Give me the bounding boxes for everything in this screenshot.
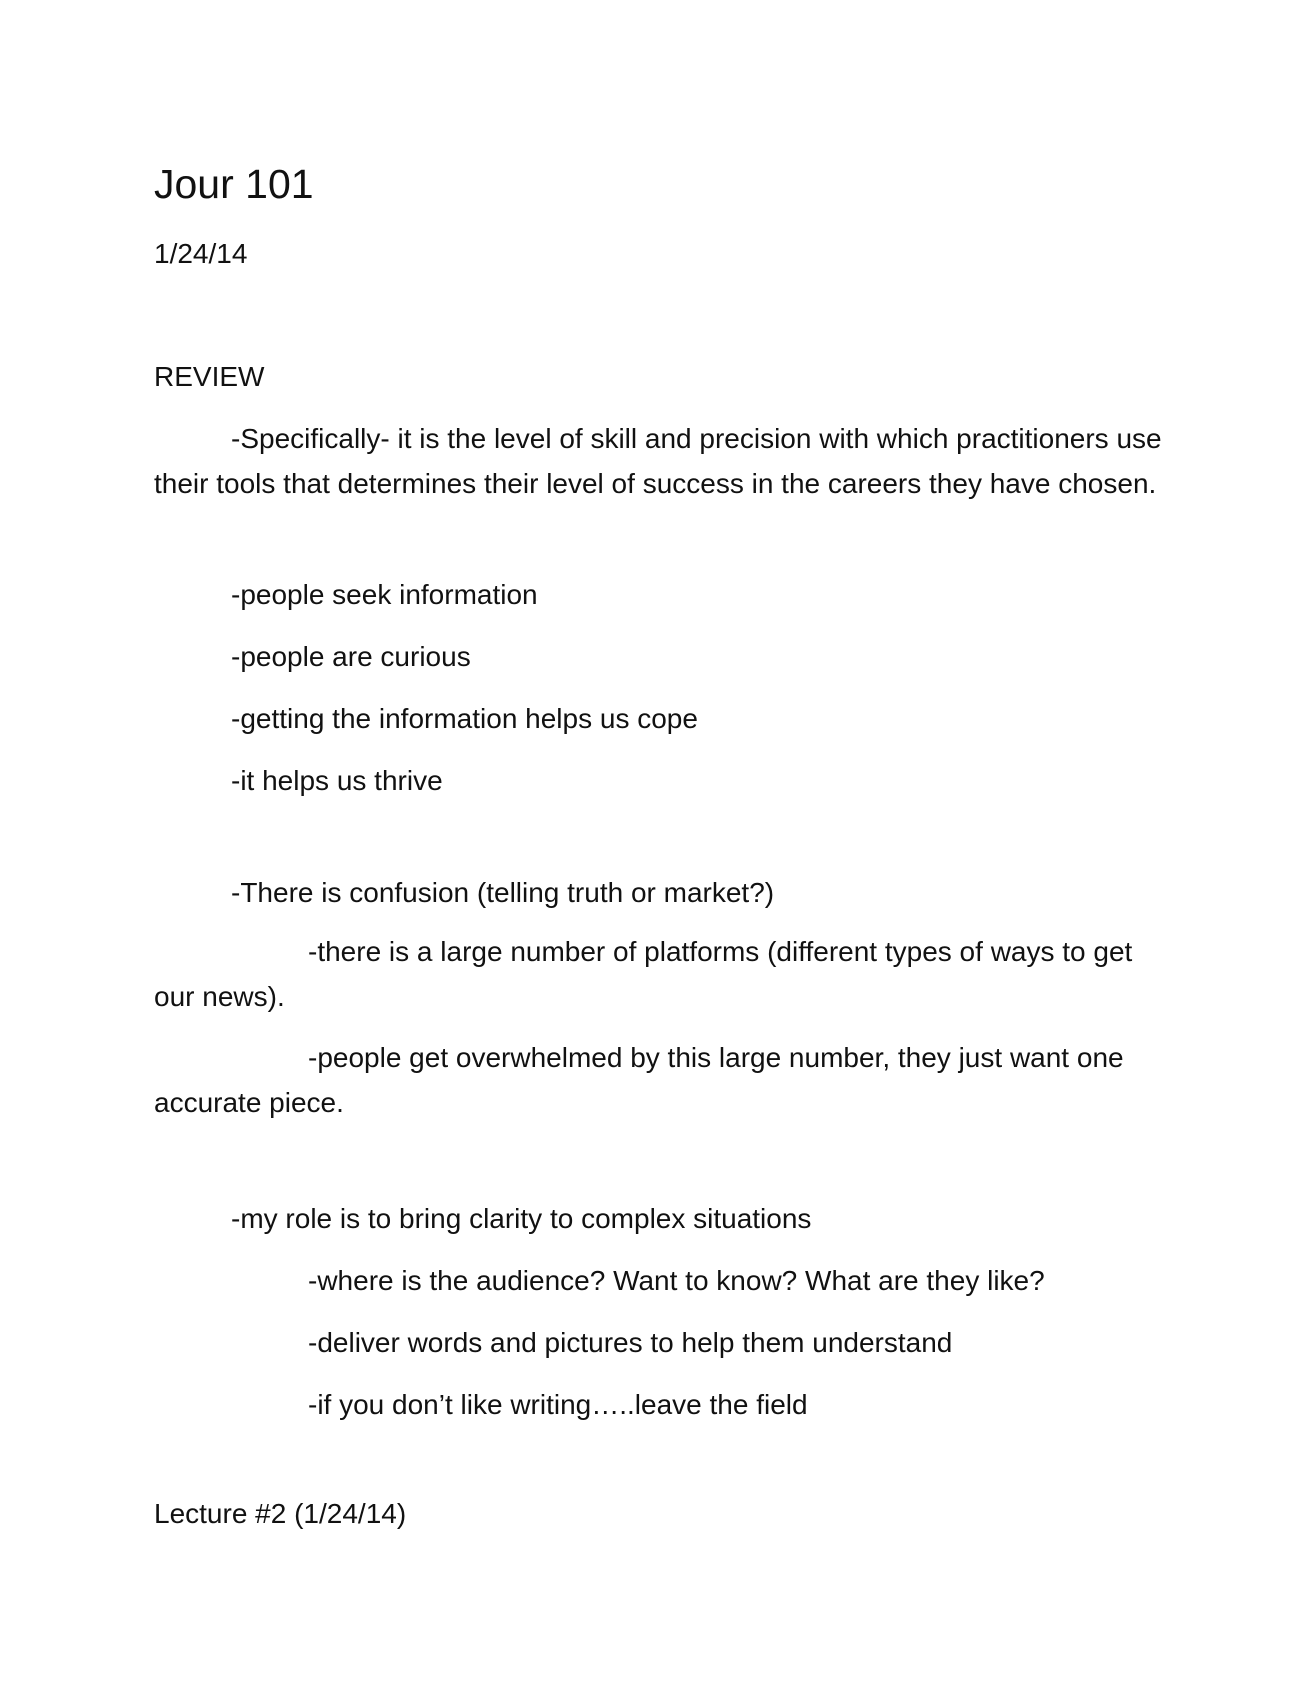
role-point: -my role is to bring clarity to complex situations <box>231 1203 812 1234</box>
specifically-paragraph: -Specifically- it is the level of skill and precision with which practitioners use their tools that determines their level of success in the careers they have chosen. <box>154 423 1162 499</box>
list-item: -where is the audience? Want to know? What are they like? <box>308 1265 1045 1296</box>
lecture-heading: Lecture #2 (1/24/14) <box>154 1498 407 1529</box>
document-title: Jour 101 <box>154 161 314 207</box>
list-item: -deliver words and pictures to help them understand <box>308 1327 953 1358</box>
section-heading-review: REVIEW <box>154 361 265 392</box>
overwhelmed-paragraph: -people get overwhelmed by this large number, they just want one accurate piece. <box>154 1042 1124 1118</box>
platforms-paragraph: -there is a large number of platforms (different types of ways to get our news). <box>154 936 1133 1012</box>
list-item: -if you don’t like writing…..leave the field <box>308 1389 808 1420</box>
list-item: -people are curious <box>231 641 471 672</box>
document-date: 1/24/14 <box>154 238 248 269</box>
list-item: -people seek information <box>231 579 538 610</box>
confusion-point: -There is confusion (telling truth or market?) <box>231 877 775 908</box>
list-item: -it helps us thrive <box>231 765 443 796</box>
list-item: -getting the information helps us cope <box>231 703 698 734</box>
